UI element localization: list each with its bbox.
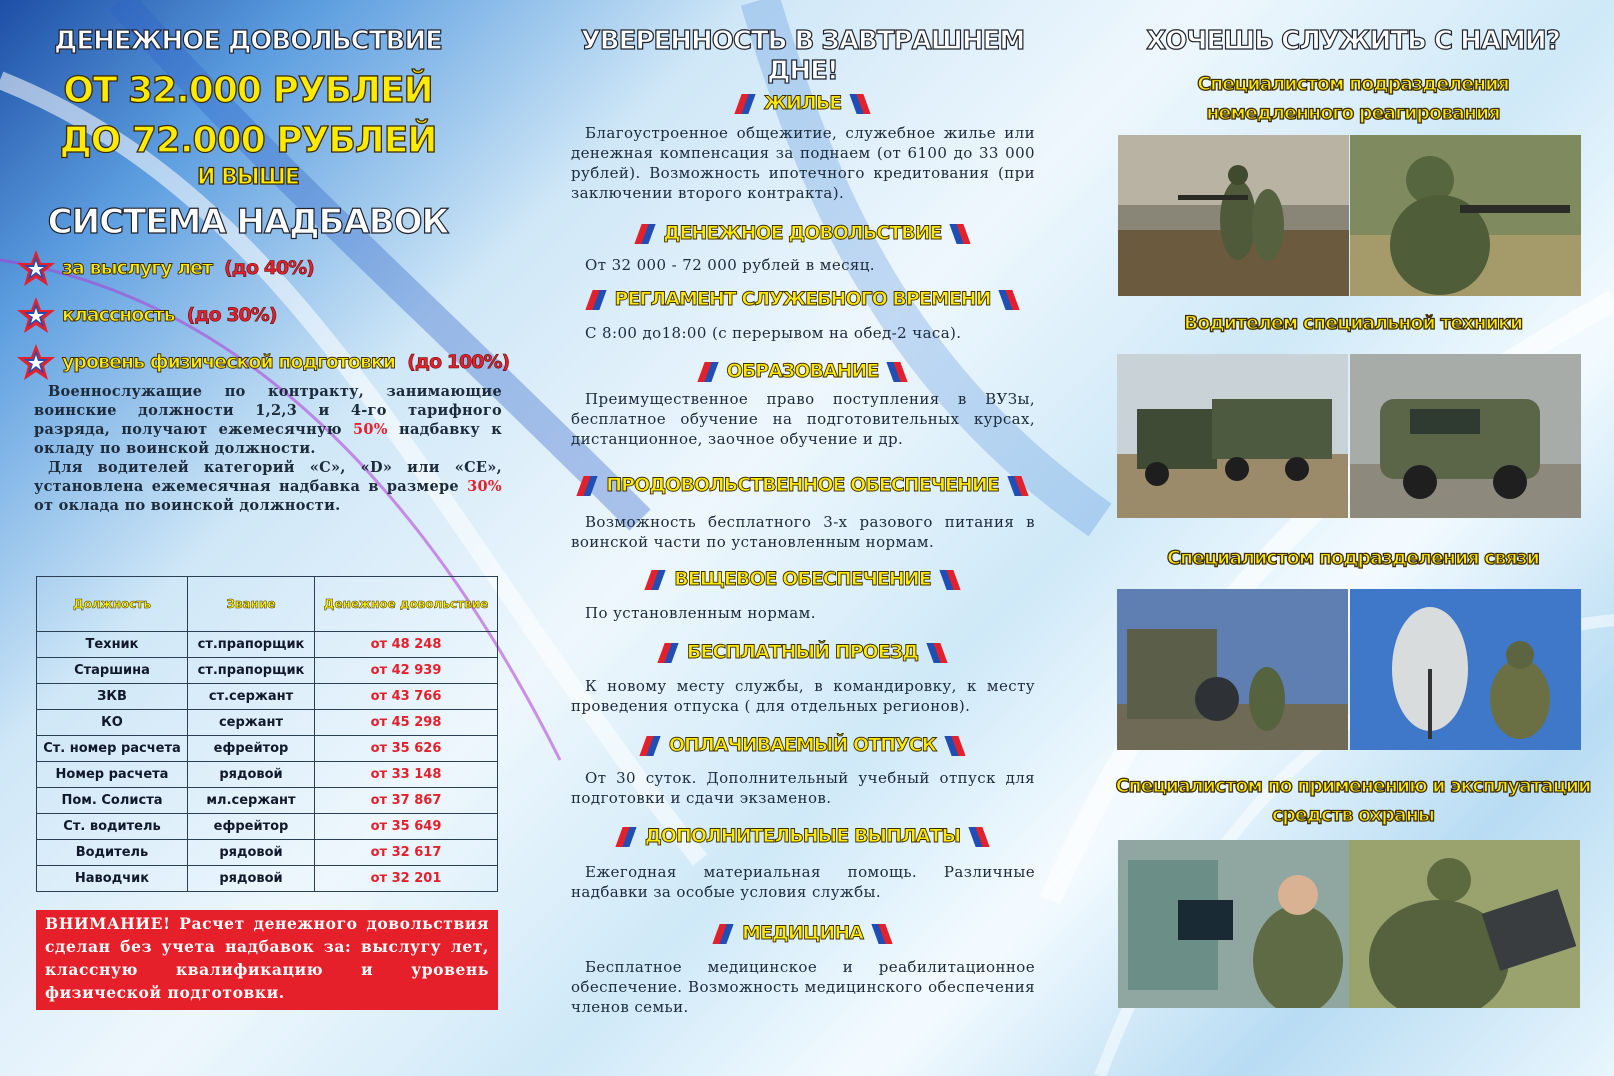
position-cell: Водитель bbox=[37, 840, 188, 866]
rank-cell: рядовой bbox=[188, 762, 315, 788]
table-header-row bbox=[37, 577, 498, 632]
salary-title: ДЕНЕЖНОЕ ДОВОЛЬСТВИЕ bbox=[54, 26, 442, 56]
rank-cell: ефрейтор bbox=[188, 736, 315, 762]
table-row bbox=[37, 762, 498, 788]
soldiers-photo bbox=[1118, 135, 1349, 296]
rank-cell: ефрейтор bbox=[188, 814, 315, 840]
table-row bbox=[37, 710, 498, 736]
attention-note: ВНИМАНИЕ! Расчет денежного довольствия сделан без учета надбавок за: выслугу лет, классную квалификацию и уровень физической подготовки. bbox=[36, 910, 498, 1010]
section-text: От 30 суток. Дополнительный учебный отпуск для подготовки и сдачи экзаменов. bbox=[571, 769, 1035, 807]
section-text: Бесплатное медицинское и реабилитационное обеспечение. Возможность медицинского обеспечения членов семьи. bbox=[571, 958, 1035, 1016]
rank-cell: ст.сержант bbox=[188, 684, 315, 710]
position-cell: Номер расчета bbox=[37, 762, 188, 788]
section-text: Ежегодная материальная помощь. Различные надбавки за особые условия службы. bbox=[571, 863, 1035, 901]
table-row bbox=[37, 684, 498, 710]
armored-vehicle-photo bbox=[1350, 354, 1581, 518]
salary-to: ДО 72.000 РУБЛЕЙ bbox=[59, 120, 437, 161]
table-row bbox=[37, 788, 498, 814]
section-heading: ПРОДОВОЛЬСТВЕННОЕ ОБЕСПЕЧЕНИЕ bbox=[565, 472, 1040, 498]
trucks-photo bbox=[1117, 354, 1348, 518]
position-cell: Пом. Солиста bbox=[37, 788, 188, 814]
section-heading: ЖИЛЬЕ bbox=[565, 90, 1040, 116]
section-heading: ОПЛАЧИВАЕМЫЙ ОТПУСК bbox=[565, 732, 1040, 758]
salary-cell: от 37 867 bbox=[315, 788, 498, 814]
bonus-label: за выслугу лет bbox=[62, 257, 212, 279]
comms-equipment-photo bbox=[1117, 589, 1348, 750]
section-heading: МЕДИЦИНА bbox=[565, 920, 1040, 946]
specialty-heading: Водителем специальной техники bbox=[1183, 312, 1523, 334]
column-header: Звание bbox=[188, 577, 315, 632]
bonus-item bbox=[16, 295, 277, 335]
table-row bbox=[37, 840, 498, 866]
laptop-soldier-photo bbox=[1349, 840, 1580, 1008]
bonus-percent: (до 100%) bbox=[407, 351, 510, 373]
section-heading: ОБРАЗОВАНИЕ bbox=[565, 358, 1040, 384]
salary-more: И ВЫШЕ bbox=[197, 165, 299, 190]
paragraph: Для водителей категорий «C», «D» или «CE», установлена ежемесячная надбавка в размере 30% от оклада по воинской должности. bbox=[34, 459, 502, 514]
soldier-closeup-photo bbox=[1350, 135, 1581, 296]
satellite-dish-photo bbox=[1350, 589, 1581, 750]
star-icon bbox=[16, 248, 56, 288]
section-text: С 8:00 до18:00 (с перерывом на обед-2 часа). bbox=[585, 324, 962, 342]
section-text: От 32 000 - 72 000 рублей в месяц. bbox=[585, 256, 875, 274]
bonus-system-title: СИСТЕМА НАДБАВОК bbox=[47, 202, 449, 242]
table-row bbox=[37, 736, 498, 762]
table-row bbox=[37, 866, 498, 892]
bonus-percent: (до 30%) bbox=[186, 304, 277, 326]
salary-from: ОТ 32.000 РУБЛЕЙ bbox=[63, 70, 433, 111]
bonus-description bbox=[34, 382, 502, 515]
position-cell: ЗКВ bbox=[37, 684, 188, 710]
position-cell: Ст. номер расчета bbox=[37, 736, 188, 762]
specialty-heading: Специалистом подразделения связи bbox=[1167, 547, 1539, 569]
position-cell: КО bbox=[37, 710, 188, 736]
salary-cell: от 45 298 bbox=[315, 710, 498, 736]
rank-cell: ст.прапорщик bbox=[188, 632, 315, 658]
salary-cell: от 33 148 bbox=[315, 762, 498, 788]
section-text: К новому месту службы, в командировку, к месту проведения отпуска ( для отдельных регионов). bbox=[571, 677, 1035, 715]
rank-cell: рядовой bbox=[188, 840, 315, 866]
paragraph: Военнослужащие по контракту, занимающие воинские должности 1,2,3 и 4-го тарифного разряда, получают ежемесячную 50% надбавку к окладу по воинской должности. bbox=[34, 383, 502, 457]
section-text: По установленным нормам. bbox=[585, 604, 816, 622]
position-cell: Техник bbox=[37, 632, 188, 658]
section-heading: ДОПОЛНИТЕЛЬНЫЕ ВЫПЛАТЫ bbox=[565, 823, 1040, 849]
section-heading: ДЕНЕЖНОЕ ДОВОЛЬСТВИЕ bbox=[565, 220, 1040, 246]
rank-cell: мл.сержант bbox=[188, 788, 315, 814]
specialty-heading: Специалистом подразделения немедленного реагирования bbox=[1197, 73, 1509, 124]
bonus-item bbox=[16, 248, 314, 288]
bonus-percent: (до 40%) bbox=[224, 257, 314, 279]
star-icon bbox=[16, 342, 56, 382]
salary-cell: от 32 617 bbox=[315, 840, 498, 866]
table-row bbox=[37, 814, 498, 840]
rank-cell: сержант bbox=[188, 710, 315, 736]
join-us-title: ХОЧЕШЬ СЛУЖИТЬ С НАМИ? bbox=[1146, 26, 1560, 56]
section-text: Преимущественное право поступления в ВУЗы, бесплатное обучение на подготовительных курсах, дистанционное, заочное обучение и др. bbox=[571, 390, 1035, 448]
specialty-heading: Специалистом по применению и эксплуатации средств охраны bbox=[1115, 775, 1591, 826]
section-heading: ВЕЩЕВОЕ ОБЕСПЕЧЕНИЕ bbox=[565, 566, 1040, 592]
bonus-item bbox=[16, 342, 509, 382]
rank-cell: рядовой bbox=[188, 866, 315, 892]
star-icon bbox=[16, 295, 56, 335]
position-cell: Наводчик bbox=[37, 866, 188, 892]
column-header: Денежное довольствие bbox=[315, 577, 498, 632]
section-text: Благоустроенное общежитие, служебное жилье или денежная компенсация за поднаем (от 6100 до 33 000 рублей). Возможность ипотечного кредитования (при заключении второго контракта). bbox=[571, 124, 1035, 202]
salary-cell: от 43 766 bbox=[315, 684, 498, 710]
rank-cell: ст.прапорщик bbox=[188, 658, 315, 684]
section-heading: РЕГЛАМЕНТ СЛУЖЕБНОГО ВРЕМЕНИ bbox=[565, 286, 1040, 312]
salary-cell: от 42 939 bbox=[315, 658, 498, 684]
salary-cell: от 35 649 bbox=[315, 814, 498, 840]
bonus-label: классность bbox=[62, 304, 175, 326]
confidence-title: УВЕРЕННОСТЬ В ЗАВТРАШНЕМ ДНЕ! bbox=[580, 26, 1025, 86]
bonus-label: уровень физической подготовки bbox=[62, 351, 396, 373]
section-text: Возможность бесплатного 3-х разового питания в воинской части по установленным нормам. bbox=[571, 513, 1035, 551]
salary-table bbox=[36, 576, 498, 892]
column-header: Должность bbox=[37, 577, 188, 632]
table-row bbox=[37, 632, 498, 658]
salary-cell: от 48 248 bbox=[315, 632, 498, 658]
table-row bbox=[37, 658, 498, 684]
section-heading: БЕСПЛАТНЫЙ ПРОЕЗД bbox=[565, 639, 1040, 665]
highlight-percent: 50% bbox=[352, 421, 388, 438]
salary-cell: от 35 626 bbox=[315, 736, 498, 762]
salary-cell: от 32 201 bbox=[315, 866, 498, 892]
control-room-photo bbox=[1118, 840, 1349, 1008]
position-cell: Ст. водитель bbox=[37, 814, 188, 840]
highlight-percent: 30% bbox=[467, 478, 502, 495]
position-cell: Старшина bbox=[37, 658, 188, 684]
